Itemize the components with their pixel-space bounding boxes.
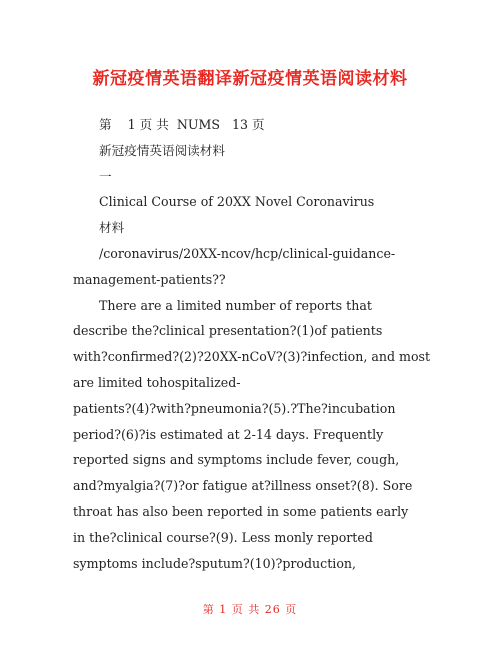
text-line: throat has also been reported in some patients early	[73, 503, 409, 519]
text-line: 材料	[99, 220, 125, 236]
text-line: patients?(4)?with?pneumonia?(5).?The?incubation	[73, 400, 396, 416]
text-line: reported signs and symptoms include fever, cough,	[73, 452, 400, 468]
text-line: 一	[99, 168, 112, 184]
page-footer: 第 1 页 共 26 页	[202, 603, 298, 616]
document-title: 新冠疫情英语翻译新冠疫情英语阅读材料	[92, 69, 408, 89]
text-line: /coronavirus/20XX-ncov/hcp/clinical-guidance-	[99, 245, 396, 261]
text-line: describe the?clinical presentation?(1)of patients	[73, 323, 383, 339]
text-line: period?(6)?is estimated at 2-14 days. Frequently	[73, 426, 384, 442]
text-line: are limited tohospitalized-	[73, 374, 241, 390]
text-line: management-patients??	[73, 271, 226, 287]
text-line: in the?clinical course?(9). Less monly reported	[73, 529, 373, 545]
text-line: There are a limited number of reports that	[99, 297, 372, 313]
text-line: 新冠疫情英语阅读材料	[99, 142, 225, 158]
text-line: with?confirmed?(2)?20XX-nCoV?(3)?infection, and most	[73, 349, 431, 365]
text-line: Clinical Course of 20XX Novel Coronavirus	[99, 194, 375, 210]
text-line: 第 1 页 共 NUMS 13 页	[99, 117, 265, 132]
text-line: symptoms include?sputum?(10)?production,	[73, 555, 357, 571]
text-line: and?myalgia?(7)?or fatigue at?illness onset?(8). Sore	[73, 478, 413, 494]
document-body	[73, 112, 433, 576]
